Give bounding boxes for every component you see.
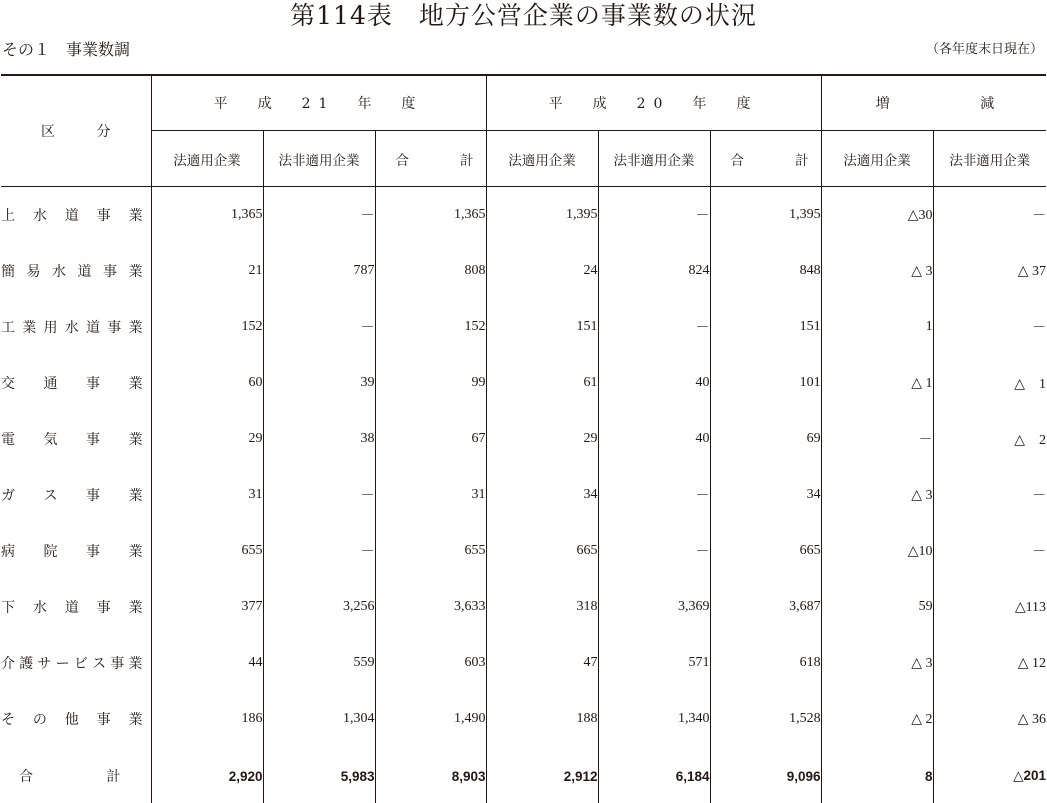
- cell-col-4: 61: [486, 355, 598, 411]
- cell-col-8: －: [933, 523, 1046, 579]
- cell-col-4: 34: [486, 467, 598, 523]
- group-header-h20: 平 成 20 年 度: [486, 75, 821, 131]
- cell-col-7: △30: [821, 187, 933, 244]
- header-row-groups: [1, 75, 1046, 131]
- cell-col-5: －: [598, 523, 710, 579]
- cell-col-1: 29: [151, 411, 263, 467]
- cell-col-6: 34: [710, 467, 821, 523]
- row-label-text: 合 計: [19, 769, 121, 785]
- row-label: [1, 635, 151, 691]
- col-header-change-nonapplied: 法非適用企業: [933, 131, 1046, 187]
- row-label-text: 病 院 事 業: [1, 544, 143, 560]
- row-label: [1, 299, 151, 355]
- table-row: [1, 523, 1046, 579]
- cell-col-3: 99: [375, 355, 486, 411]
- date-note: （各年度末日現在）: [925, 42, 1043, 57]
- col-header-h21-total: 合 計: [375, 131, 486, 187]
- cell-col-8: －: [933, 299, 1046, 355]
- table-row: [1, 355, 1046, 411]
- row-label-text: そ の 他 事 業: [1, 712, 143, 728]
- cell-col-1: 44: [151, 635, 263, 691]
- table-row: [1, 467, 1046, 523]
- cell-col-2: 559: [263, 635, 375, 691]
- cell-col-7: △ 3: [821, 635, 933, 691]
- cell-col-3: 3,633: [375, 579, 486, 635]
- category-header-label: 区 分: [41, 124, 111, 140]
- enterprise-count-table: [1, 74, 1046, 803]
- cell-col-6: 101: [710, 355, 821, 411]
- cell-col-8: △201: [933, 747, 1046, 803]
- cell-col-7: △ 3: [821, 243, 933, 299]
- cell-col-4: 29: [486, 411, 598, 467]
- cell-col-2: －: [263, 523, 375, 579]
- row-label: [1, 579, 151, 635]
- cell-col-5: －: [598, 467, 710, 523]
- cell-col-8: △ 2: [933, 411, 1046, 467]
- group-header-h21: 平 成 21 年 度: [151, 75, 486, 131]
- row-label-text: 介 護 サ ー ビ ス 事 業: [1, 656, 143, 672]
- cell-col-5: 40: [598, 355, 710, 411]
- table-body: [1, 187, 1046, 803]
- cell-col-6: 848: [710, 243, 821, 299]
- cell-col-2: 3,256: [263, 579, 375, 635]
- cell-col-2: 787: [263, 243, 375, 299]
- cell-col-8: －: [933, 187, 1046, 244]
- cell-col-7: 1: [821, 299, 933, 355]
- cell-col-5: －: [598, 187, 710, 244]
- cell-col-6: 3,687: [710, 579, 821, 635]
- cell-col-6: 1,395: [710, 187, 821, 244]
- cell-col-1: 21: [151, 243, 263, 299]
- cell-col-4: 1,395: [486, 187, 598, 244]
- cell-col-3: 8,903: [375, 747, 486, 803]
- cell-col-6: 69: [710, 411, 821, 467]
- cell-col-3: 152: [375, 299, 486, 355]
- cell-col-3: 1,490: [375, 691, 486, 747]
- cell-col-4: 151: [486, 299, 598, 355]
- col-header-h20-nonapplied: 法非適用企業: [598, 131, 710, 187]
- cell-col-3: 67: [375, 411, 486, 467]
- cell-col-8: △ 12: [933, 635, 1046, 691]
- row-label: [1, 523, 151, 579]
- cell-col-1: 186: [151, 691, 263, 747]
- row-label-text: 簡 易 水 道 事 業: [1, 264, 143, 280]
- table-total-row: [1, 747, 1046, 803]
- cell-col-7: －: [821, 411, 933, 467]
- cell-col-6: 1,528: [710, 691, 821, 747]
- cell-col-5: －: [598, 299, 710, 355]
- cell-col-8: △ 1: [933, 355, 1046, 411]
- cell-col-3: 1,365: [375, 187, 486, 244]
- cell-col-6: 9,096: [710, 747, 821, 803]
- row-label-text: 交 通 事 業: [1, 376, 143, 392]
- cell-col-2: 38: [263, 411, 375, 467]
- row-label: [1, 187, 151, 244]
- row-label: [1, 243, 151, 299]
- page-title: 第114表 地方公営企業の事業数の状況: [290, 1, 757, 30]
- cell-col-6: 618: [710, 635, 821, 691]
- cell-col-8: －: [933, 467, 1046, 523]
- cell-col-7: △ 1: [821, 355, 933, 411]
- cell-col-4: 188: [486, 691, 598, 747]
- cell-col-3: 31: [375, 467, 486, 523]
- group-header-change: 増 減: [821, 75, 1046, 131]
- cell-col-3: 655: [375, 523, 486, 579]
- header-row-columns: [1, 131, 1046, 187]
- section-subtitle: その１ 事業数調: [2, 40, 131, 59]
- cell-col-2: －: [263, 299, 375, 355]
- row-label: [1, 411, 151, 467]
- table-row: [1, 579, 1046, 635]
- col-header-h20-applied: 法適用企業: [486, 131, 598, 187]
- cell-col-7: △ 3: [821, 467, 933, 523]
- cell-col-2: －: [263, 467, 375, 523]
- cell-col-5: 3,369: [598, 579, 710, 635]
- cell-col-5: 6,184: [598, 747, 710, 803]
- cell-col-8: △ 36: [933, 691, 1046, 747]
- cell-col-4: 47: [486, 635, 598, 691]
- cell-col-4: 24: [486, 243, 598, 299]
- cell-col-4: 318: [486, 579, 598, 635]
- cell-col-8: △113: [933, 579, 1046, 635]
- cell-col-4: 665: [486, 523, 598, 579]
- table-row: [1, 187, 1046, 244]
- cell-col-1: 2,920: [151, 747, 263, 803]
- table-row: [1, 635, 1046, 691]
- cell-col-6: 151: [710, 299, 821, 355]
- cell-col-8: △ 37: [933, 243, 1046, 299]
- cell-col-2: 39: [263, 355, 375, 411]
- cell-col-3: 808: [375, 243, 486, 299]
- row-label-text: 下 水 道 事 業: [1, 600, 143, 616]
- table-row: [1, 691, 1046, 747]
- cell-col-4: 2,912: [486, 747, 598, 803]
- cell-col-5: 571: [598, 635, 710, 691]
- cell-col-2: 5,983: [263, 747, 375, 803]
- col-header-change-applied: 法適用企業: [821, 131, 933, 187]
- row-label-text: 電 気 事 業: [1, 432, 143, 448]
- cell-col-7: 59: [821, 579, 933, 635]
- cell-col-5: 1,340: [598, 691, 710, 747]
- cell-col-7: △10: [821, 523, 933, 579]
- cell-col-7: △ 2: [821, 691, 933, 747]
- cell-col-6: 665: [710, 523, 821, 579]
- cell-col-1: 377: [151, 579, 263, 635]
- cell-col-1: 31: [151, 467, 263, 523]
- table-row: [1, 411, 1046, 467]
- row-label: [1, 467, 151, 523]
- cell-col-5: 824: [598, 243, 710, 299]
- cell-col-5: 40: [598, 411, 710, 467]
- cell-col-1: 60: [151, 355, 263, 411]
- row-label: [1, 355, 151, 411]
- category-header: [1, 75, 151, 187]
- row-label-text: 上 水 道 事 業: [1, 208, 143, 224]
- col-header-h20-total: 合 計: [710, 131, 821, 187]
- total-label: [1, 747, 151, 803]
- cell-col-1: 1,365: [151, 187, 263, 244]
- row-label-text: ガ ス 事 業: [1, 488, 143, 504]
- cell-col-3: 603: [375, 635, 486, 691]
- cell-col-1: 655: [151, 523, 263, 579]
- cell-col-7: 8: [821, 747, 933, 803]
- table-row: [1, 243, 1046, 299]
- row-label-text: 工 業 用 水 道 事 業: [1, 320, 143, 336]
- row-label: [1, 691, 151, 747]
- cell-col-1: 152: [151, 299, 263, 355]
- cell-col-2: 1,304: [263, 691, 375, 747]
- table-row: [1, 299, 1046, 355]
- col-header-h21-applied: 法適用企業: [151, 131, 263, 187]
- cell-col-2: －: [263, 187, 375, 244]
- col-header-h21-nonapplied: 法非適用企業: [263, 131, 375, 187]
